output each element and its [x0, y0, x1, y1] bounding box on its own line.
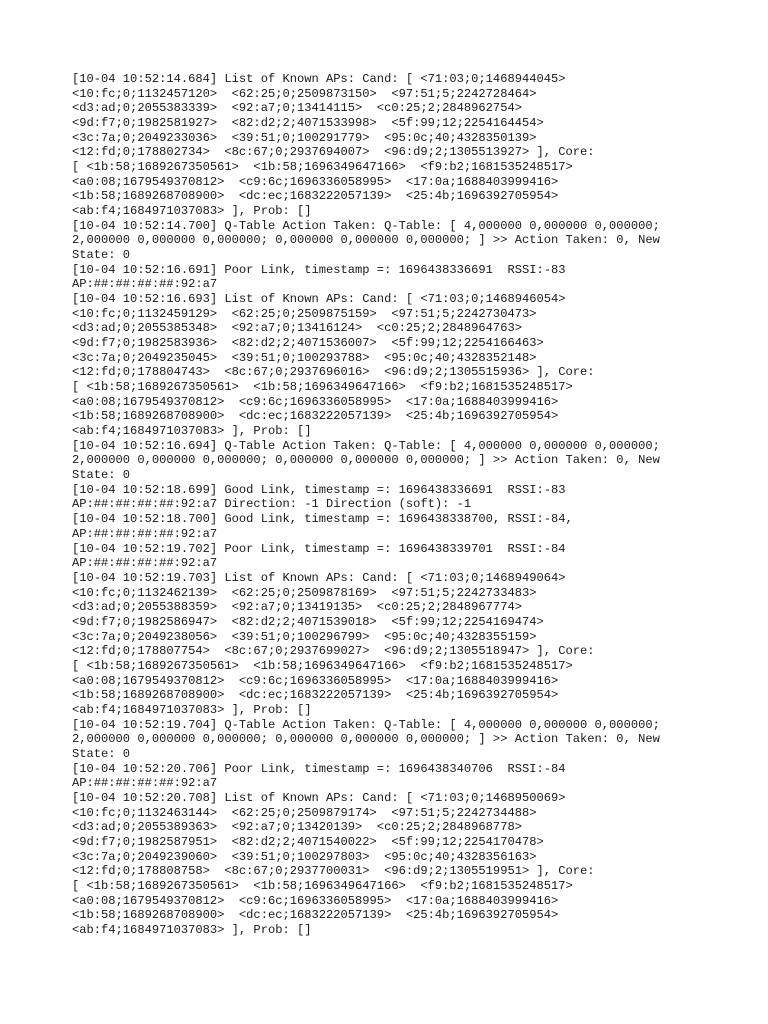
log-line: <a0:08;1679549370812> <c9:6c;1696336058995> <17:0a;1688403999416>: [72, 673, 559, 688]
log-line: [10-04 10:52:16.694] Q-Table Action Taken: Q-Table: [ 4,000000 0,000000 0,000000;: [72, 438, 660, 453]
log-line: <1b:58;1689268708900> <dc:ec;1683222057139> <25:4b;1696392705954>: [72, 688, 559, 703]
log-line: [10-04 10:52:14.700] Q-Table Action Taken: Q-Table: [ 4,000000 0,000000 0,000000;: [72, 218, 660, 233]
log-line: [ <1b:58;1689267350561> <1b:58;1696349647166> <f9:b2;1681535248517>: [72, 658, 573, 673]
log-line: <ab:f4;1684971037083> ], Prob: []: [72, 922, 312, 937]
log-line: <10:fc;0;1132457120> <62:25;0;2509873150> <97:51;5;2242728464>: [72, 86, 537, 101]
log-line: [ <1b:58;1689267350561> <1b:58;1696349647166> <f9:b2;1681535248517>: [72, 160, 573, 175]
log-line: [ <1b:58;1689267350561> <1b:58;1696349647166> <f9:b2;1681535248517>: [72, 380, 573, 395]
log-line: <d3:ad;0;2055383339> <92:a7;0;13414115> <c0:25;2;2848962754>: [72, 101, 522, 116]
log-line: <d3:ad;0;2055389363> <92:a7;0;13420139> <c0:25;2;2848968778>: [72, 820, 522, 835]
log-line: [10-04 10:52:19.703] List of Known APs: Cand: [ <71:03;0;1468949064>: [72, 570, 566, 585]
log-line: <a0:08;1679549370812> <c9:6c;1696336058995> <17:0a;1688403999416>: [72, 174, 559, 189]
log-line: State: 0: [72, 468, 131, 483]
log-line: <ab:f4;1684971037083> ], Prob: []: [72, 702, 312, 717]
log-line: <3c:7a;0;2049239060> <39:51;0;100297803> <95:0c;40;4328356163>: [72, 849, 537, 864]
log-line: [10-04 10:52:16.691] Poor Link, timestamp =: 1696438336691 RSSI:-83: [72, 262, 566, 277]
log-line: AP:##:##:##:##:92:a7: [72, 776, 218, 791]
log-line: <9d:f7;0;1982583936> <82:d2;2;4071536007> <5f:99;12;2254166463>: [72, 336, 544, 351]
log-line: AP:##:##:##:##:92:a7: [72, 556, 218, 571]
log-line: <9d:f7;0;1982586947> <82:d2;2;4071539018> <5f:99;12;2254169474>: [72, 614, 544, 629]
log-text-block: [72, 72, 692, 938]
log-line: <1b:58;1689268708900> <dc:ec;1683222057139> <25:4b;1696392705954>: [72, 189, 559, 204]
log-line: <10:fc;0;1132463144> <62:25;0;2509879174> <97:51;5;2242734488>: [72, 805, 537, 820]
log-line: [10-04 10:52:20.706] Poor Link, timestamp =: 1696438340706 RSSI:-84: [72, 761, 566, 776]
log-line: <3c:7a;0;2049235045> <39:51;0;100293788> <95:0c;40;4328352148>: [72, 350, 537, 365]
log-line: 2,000000 0,000000 0,000000; 0,000000 0,000000 0,000000; ] >> Action Taken: 0, New: [72, 453, 660, 468]
log-line: [10-04 10:52:19.702] Poor Link, timestamp =: 1696438339701 RSSI:-84: [72, 541, 566, 556]
log-line: [ <1b:58;1689267350561> <1b:58;1696349647166> <f9:b2;1681535248517>: [72, 878, 573, 893]
log-line: <a0:08;1679549370812> <c9:6c;1696336058995> <17:0a;1688403999416>: [72, 893, 559, 908]
log-line: <3c:7a;0;2049238056> <39:51;0;100296799> <95:0c;40;4328355159>: [72, 629, 537, 644]
log-line: <ab:f4;1684971037083> ], Prob: []: [72, 204, 312, 219]
log-line: <12:fd;0;178802734> <8c:67;0;2937694007> <96:d9;2;1305513927> ], Core:: [72, 145, 595, 160]
log-line: 2,000000 0,000000 0,000000; 0,000000 0,000000 0,000000; ] >> Action Taken: 0, New: [72, 732, 660, 747]
log-line: <a0:08;1679549370812> <c9:6c;1696336058995> <17:0a;1688403999416>: [72, 394, 559, 409]
log-line: <ab:f4;1684971037083> ], Prob: []: [72, 424, 312, 439]
log-line: AP:##:##:##:##:92:a7: [72, 526, 218, 541]
log-line: <10:fc;0;1132462139> <62:25;0;2509878169> <97:51;5;2242733483>: [72, 585, 537, 600]
log-line: <3c:7a;0;2049233036> <39:51;0;100291779> <95:0c;40;4328350139>: [72, 130, 537, 145]
log-line: [10-04 10:52:16.693] List of Known APs: Cand: [ <71:03;0;1468946054>: [72, 292, 566, 307]
log-line: <d3:ad;0;2055388359> <92:a7;0;13419135> <c0:25;2;2848967774>: [72, 600, 522, 615]
log-line: AP:##:##:##:##:92:a7 Direction: -1 Direction (soft): -1: [72, 497, 472, 512]
log-line: [10-04 10:52:18.700] Good Link, timestamp =: 1696438338700, RSSI:-84,: [72, 512, 573, 527]
log-line: [10-04 10:52:14.684] List of Known APs: Cand: [ <71:03;0;1468944045>: [72, 72, 566, 86]
log-line: <1b:58;1689268708900> <dc:ec;1683222057139> <25:4b;1696392705954>: [72, 908, 559, 923]
log-line: <9d:f7;0;1982581927> <82:d2;2;4071533998> <5f:99;12;2254164454>: [72, 116, 544, 131]
log-line: <12:fd;0;178804743> <8c:67;0;2937696016> <96:d9;2;1305515936> ], Core:: [72, 365, 595, 380]
log-line: <1b:58;1689268708900> <dc:ec;1683222057139> <25:4b;1696392705954>: [72, 409, 559, 424]
log-line: <12:fd;0;178807754> <8c:67;0;2937699027> <96:d9;2;1305518947> ], Core:: [72, 644, 595, 659]
log-line: <10:fc;0;1132459129> <62:25;0;2509875159> <97:51;5;2242730473>: [72, 306, 537, 321]
log-line: AP:##:##:##:##:92:a7: [72, 277, 218, 292]
log-line: State: 0: [72, 746, 131, 761]
log-line: 2,000000 0,000000 0,000000; 0,000000 0,000000 0,000000; ] >> Action Taken: 0, New: [72, 233, 660, 248]
log-line: [10-04 10:52:19.704] Q-Table Action Taken: Q-Table: [ 4,000000 0,000000 0,000000;: [72, 717, 660, 732]
log-line: State: 0: [72, 248, 131, 263]
log-line: <9d:f7;0;1982587951> <82:d2;2;4071540022> <5f:99;12;2254170478>: [72, 834, 544, 849]
log-line: <12:fd;0;178808758> <8c:67;0;2937700031> <96:d9;2;1305519951> ], Core:: [72, 864, 595, 879]
log-line: [10-04 10:52:18.699] Good Link, timestamp =: 1696438336691 RSSI:-83: [72, 482, 566, 497]
log-line: [10-04 10:52:20.708] List of Known APs: Cand: [ <71:03;0;1468950069>: [72, 790, 566, 805]
log-line: <d3:ad;0;2055385348> <92:a7;0;13416124> <c0:25;2;2848964763>: [72, 321, 522, 336]
